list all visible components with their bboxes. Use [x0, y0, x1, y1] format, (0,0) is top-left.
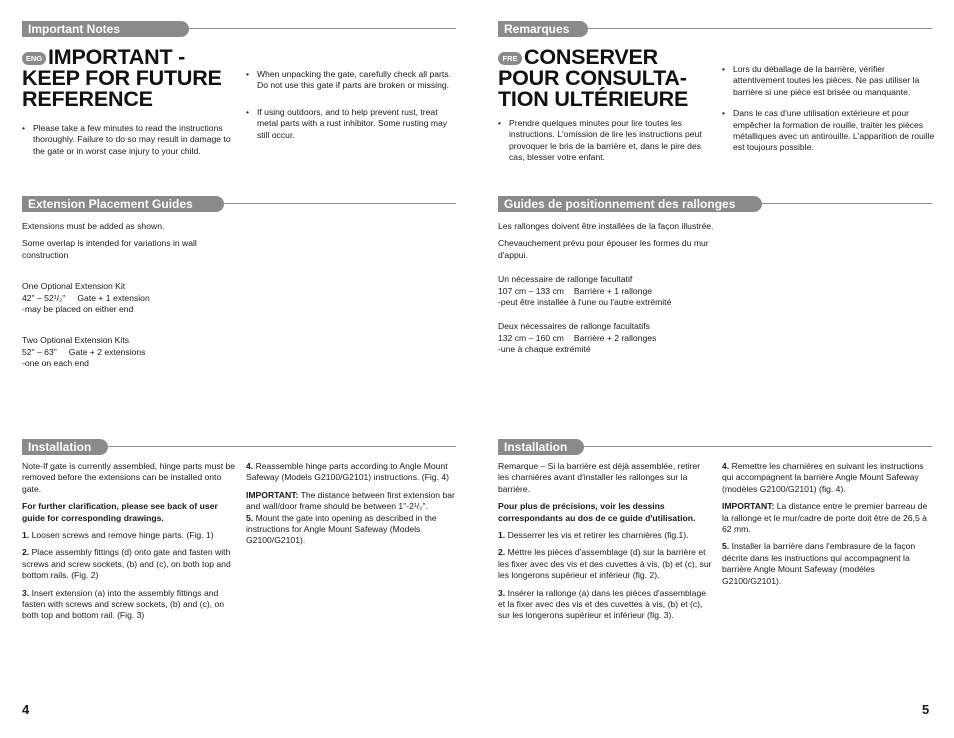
kit2-spec — [498, 333, 723, 344]
kit2-desc: Barrière + 2 rallonges — [573, 332, 657, 343]
kit2-range: 132 cm – 160 cm — [498, 332, 564, 343]
kit2-title: Deux nécessaires de rallonge facultatifs — [498, 321, 650, 332]
page-number-left: 4 — [22, 702, 30, 717]
installation-note: Note-If gate is currently assembled, hinge parts must be removed before the extensions can be installed onto gate. — [22, 461, 236, 494]
installation-fr-col-left — [498, 461, 712, 628]
installation-remarque: Remarque – Si la barrière est déjà assemblée, retirer les charnières avant d'installer les rallonges sur la barrière. — [498, 461, 701, 494]
kit1-range: 42" – 52¹/₂" — [22, 292, 66, 303]
installation-precisions: Pour plus de précisions, voir les dessins correspondants au dos de ce guide d'utilisation. — [498, 501, 696, 523]
language-badge-eng: ENG — [22, 52, 46, 65]
kit2-spec — [22, 347, 242, 358]
rallonge-chevauchement: Chevauchement prévu pour épouser les formes du mur d'appui. — [498, 238, 709, 260]
kit2-range: 52" – 63" — [22, 346, 57, 357]
remarques-tab: Remarques — [498, 21, 588, 37]
kit1-title: One Optional Extension Kit — [22, 281, 126, 292]
extension-guides-body — [22, 221, 242, 370]
page-number-right: 5 — [922, 702, 930, 717]
installation-col-left — [22, 461, 236, 628]
extension-guides-tab: Extension Placement Guides — [22, 196, 224, 212]
rallonge-instruction: Les rallonges doivent être installées de la façon illustrée. — [498, 221, 714, 231]
section-rule — [224, 203, 456, 204]
kit1-title: Un nécessaire de rallonge facultatif — [498, 274, 633, 285]
important-notes-header — [22, 21, 456, 37]
kit2-note: -one on each end — [22, 358, 89, 369]
note-read-instructions: • Please take a few minutes to read the instructions thoroughly. Failure to do so may result in damage to the gate or in worst case injury to your child. — [22, 123, 234, 157]
conserver-title — [498, 47, 723, 110]
etape-4: 4. Remettre les charnières en suivant les instructions qui accompagnent la barrière Angle Mount Safeway (modèles G2100/G2101) (fig. 4). — [722, 461, 924, 494]
step-2: 2. Place assembly fittings (d) onto gate and fasten with screws and screw sockets, (b) and (c), on both top and bottom rails. (Fig. 2) — [22, 547, 231, 581]
remarques-col-right — [722, 64, 935, 160]
title-line-1: IMPORTANT - — [48, 45, 186, 69]
kit1-spec — [22, 293, 242, 304]
title-line-1: CONSERVER — [524, 45, 659, 69]
step-5: 5. Mount the gate into opening as described in the instructions for Angle Mount Safeway (Models G2100/G2101). — [246, 512, 437, 546]
extension-guides-header — [22, 196, 456, 212]
kit1-desc: Gate + 1 extension — [77, 292, 150, 303]
page-right — [477, 0, 954, 738]
guides-rallonges-header — [498, 196, 932, 212]
kit1-note: -peut être installée à l'une ou l'autre extrémité — [498, 297, 672, 308]
kit1-desc: Barrière + 1 rallonge — [573, 285, 653, 296]
installation-tab-fr: Installation — [498, 439, 584, 455]
kit2-note: -une à chaque extrémité — [498, 344, 591, 355]
section-rule — [189, 28, 456, 29]
installation-header — [22, 439, 456, 455]
guides-rallonges-tab: Guides de positionnement des rallonges — [498, 196, 762, 212]
remarques-header — [498, 21, 932, 37]
extension-overlap-note: Some overlap is intended for variations in wall construction — [22, 238, 197, 260]
section-rule — [108, 446, 456, 447]
installation-fr-col-right — [722, 461, 935, 593]
guides-rallonges-body — [498, 221, 723, 356]
section-rule — [584, 446, 932, 447]
section-rule — [762, 203, 932, 204]
notes-col-right — [246, 69, 458, 147]
step-3: 3. Insert extension (a) into the assembly fittings and fasten with screws and screw sockets, (b) and (c), on both top and bottom rail. (Fig. 3) — [22, 587, 225, 621]
installation-header-fr — [498, 439, 932, 455]
installation-tab: Installation — [22, 439, 108, 455]
section-rule — [588, 28, 932, 29]
installation-clarification: For further clarification, please see back of user guide for corresponding drawings. — [22, 501, 218, 523]
etape-3: 3. Insérer la rallonge (a) dans les pièces d'assemblage et la fixer avec des vis et des cuvettes à vis, (b) et (c), sur les longerons supérieur et inférieur (fig. 3). — [498, 587, 707, 621]
kit1-note: -may be placed on either end — [22, 304, 134, 315]
kit1-range: 107 cm – 133 cm — [498, 285, 564, 296]
kit2-title: Two Optional Extension Kits — [22, 335, 129, 346]
title-line-3: TION ULTÉRIEURE — [498, 87, 689, 111]
notes-col-left — [22, 123, 234, 163]
installation-col-right — [246, 461, 458, 553]
step-4: 4. Reassemble hinge parts according to Angle Mount Safeway (Models G2100/G2101) instructions. (Fig. 4) — [246, 461, 449, 483]
kit2-desc: Gate + 2 extensions — [68, 346, 146, 357]
important-distance: IMPORTANT: The distance between first extension bar and wall/door frame should be between 1"-2¹/₂". — [246, 489, 455, 512]
note-outdoors: • If using outdoors, and to help prevent rust, treat metal parts with a rust inhibitor. Some rusting may still occur. — [246, 107, 458, 141]
note-lire-instructions: • Prendre quelques minutes pour lire toutes les instructions. L'omission de lire les instructions peut provoquer le bris de la barrière et, dans le pire des cas, blesser votre enfant. — [498, 118, 712, 164]
note-unpacking: • When unpacking the gate, carefully check all parts. Do not use this gate if parts are broken or missing. — [246, 69, 458, 92]
title-line-2: POUR CONSULTA- — [498, 66, 687, 90]
important-notes-tab: Important Notes — [22, 21, 189, 37]
title-line-2: KEEP FOR FUTURE — [22, 66, 222, 90]
etape-5: 5. Installer la barrière dans l'embrasure de la façon décrite dans les instructions qui accompagnent la barrière Angle Mount Safeway (modèles G2100/G2101). — [722, 541, 916, 586]
etape-2: 2. Mettre les pièces d'assemblage (d) sur la barrière et les fixer avec des vis et des cuvettes à vis, (b) et (c), sur les longerons supérieur et inférieur (fig. 2). — [498, 547, 712, 581]
kit1-spec — [498, 286, 723, 297]
remarques-col-left — [498, 118, 712, 170]
important-distance-fr: IMPORTANT: La distance entre le premier barreau de la rallonge et le mur/cadre de porte doit être de 26,5 à 62 mm. — [722, 501, 928, 535]
extension-instruction: Extensions must be added as shown. — [22, 221, 165, 231]
etape-1: 1. Desserrer les vis et retirer les charnières (fig.1). — [498, 530, 689, 541]
note-deballage: • Lors du déballage de la barrière, vérifier attentivement toutes les pièces. Ne pas utiliser la barrière si une pièce est brisée ou manquante. — [722, 64, 935, 98]
language-badge-fre: FRE — [498, 52, 522, 65]
title-line-3: REFERENCE — [22, 87, 153, 111]
important-title — [22, 47, 247, 110]
step-1: 1. Loosen screws and remove hinge parts. (Fig. 1) — [22, 530, 214, 541]
note-exterieur: • Dans le cas d'une utilisation extérieure et pour empêcher la formation de rouille, traiter les pièces métalliques avec un antirouille. L'apparition de rouille est toujours possible. — [722, 108, 935, 154]
